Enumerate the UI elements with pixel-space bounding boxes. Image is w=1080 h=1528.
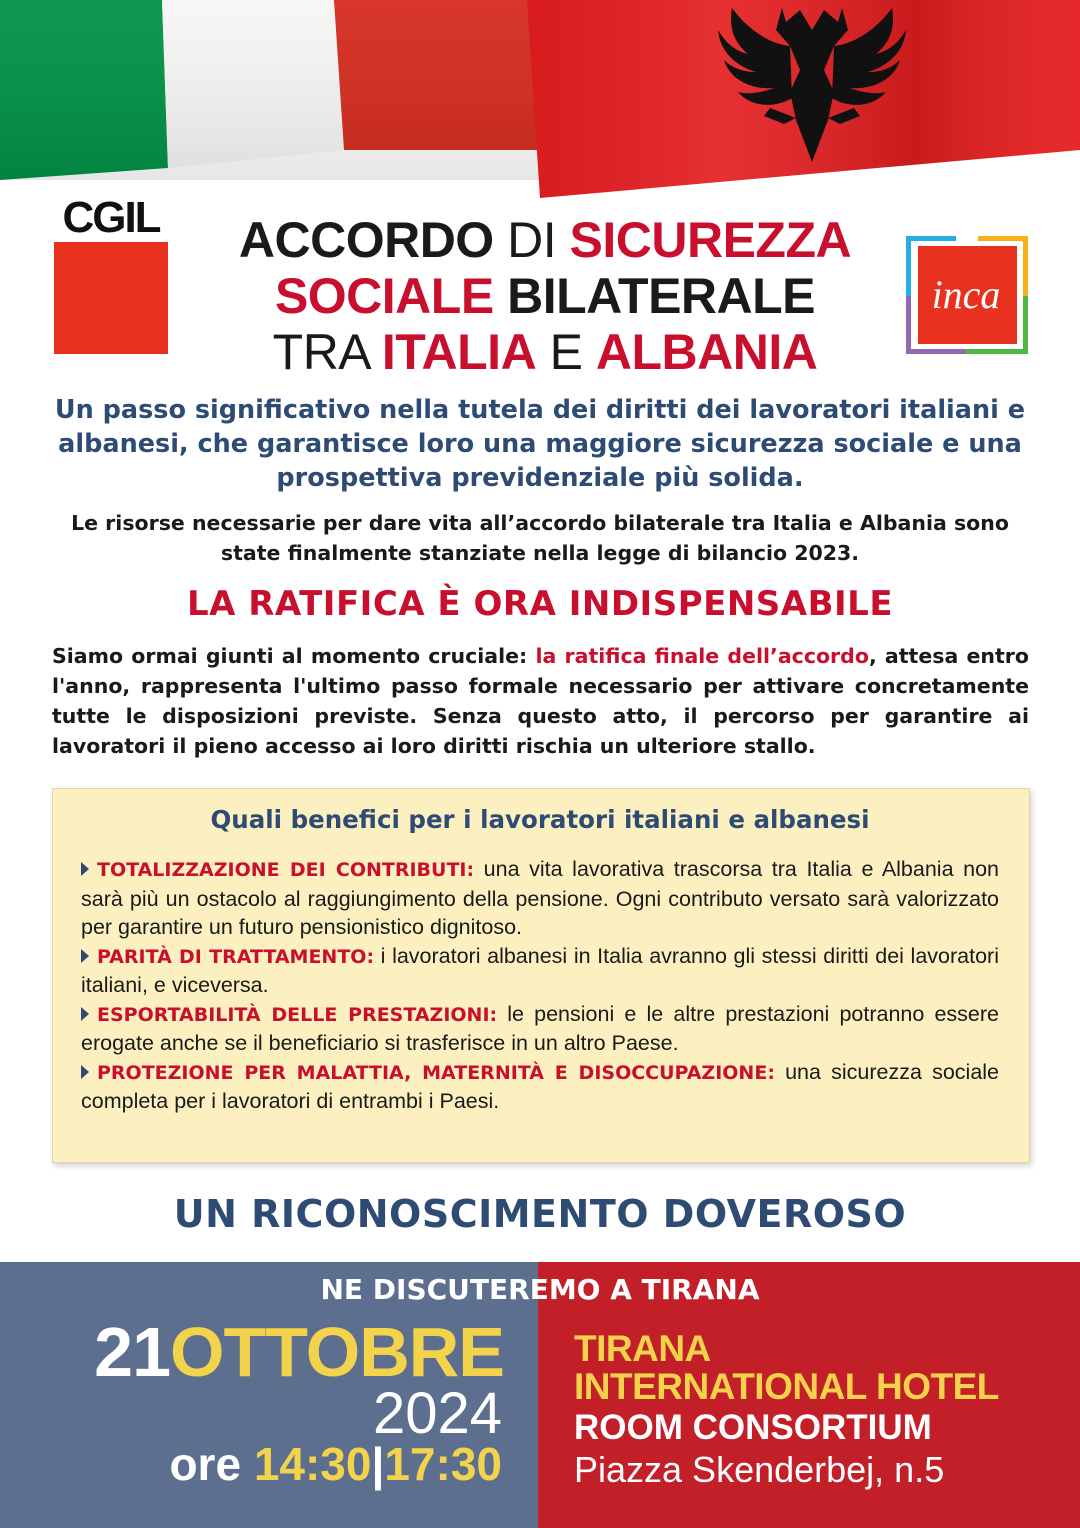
benefits-box [52,788,1030,1163]
benefit-text: le pensioni e le altre prestazioni potranno essere erogate anche se il beneficiario si trasferisce in un altro Paese. [81,1001,999,1055]
event-month: OTTOBRE [170,1313,504,1391]
time-start: 14:30 [253,1438,372,1490]
flags-banner [0,0,1080,200]
title-word: SOCIALE [274,268,494,324]
title-word: SICUREZZA [569,212,852,268]
event-date [0,1313,504,1391]
bullet-icon [81,949,89,963]
ratifica-paragraph [52,641,1029,761]
title-word: BILATERALE [507,268,816,324]
venue-address: Piazza Skenderbej, n.5 [574,1449,945,1490]
benefit-heading: TOTALIZZAZIONE DEI CONTRIBUTI: [97,859,475,881]
benefit-text: i lavoratori albanesi in Italia avranno gli stessi diritti dei lavoratori italiani, e viceversa. [81,943,999,997]
inca-logo-text: inca [931,272,1001,317]
event-year: 2024 [372,1381,502,1446]
italy-albania-flags-image [0,0,1080,200]
bullet-icon [81,1065,89,1079]
event-venue [574,1330,1064,1492]
title-word: TRA [272,324,369,380]
benefits-title: Quali benefici per i lavoratori italiani e albanesi [210,805,870,834]
venue-room: ROOM CONSORTIUM [574,1408,932,1447]
time-label: ore [169,1438,242,1490]
cgil-logo-text: CGIL [62,193,160,242]
benefit-text: una sicurezza sociale completa per i lavoratori di entrambi i Paesi. [81,1059,1000,1113]
title-word: DI [507,212,557,268]
closing-heading: UN RICONOSCIMENTO DOVEROSO [173,1192,907,1236]
title-word: ACCORDO [238,212,494,268]
paragraph-highlight: la ratifica finale dell’accordo [535,644,869,668]
time-separator: | [371,1438,385,1490]
intro-lead: Un passo significativo nella tutela dei diritti dei lavoratori italiani e albanesi, che garantisce loro una maggiore sicurezza sociale e una prospettiva previdenziale più solida. [54,395,1026,493]
cgil-logo [54,193,168,356]
event-time [0,1436,502,1492]
page-title [180,212,910,380]
intro-note: Le risorse necessarie per dare vita all’accordo bilaterale tra Italia e Albania sono state finalmente stanziate nella legge di bilancio 2023. [71,511,1009,565]
title-word: E [549,324,583,380]
cgil-logo-square [54,242,168,354]
paragraph-text: Siamo ormai giunti al momento cruciale: [52,644,536,668]
event-heading: NE DISCUTEREMO A TIRANA [320,1273,760,1306]
benefit-heading: PROTEZIONE PER MALATTIA, MATERNITÀ E DISOCCUPAZIONE: [97,1061,775,1084]
venue-city: TIRANA [574,1328,711,1369]
title-word: ALBANIA [595,324,818,380]
venue-hotel: INTERNATIONAL HOTEL [574,1366,999,1407]
ratifica-heading: LA RATIFICA È ORA INDISPENSABILE [186,584,894,624]
time-end: 17:30 [384,1438,502,1490]
bullet-icon [81,1007,89,1021]
benefit-item [81,1000,999,1058]
benefit-text: una vita lavorativa trascorsa tra Italia e Albania non sarà più un ostacolo al raggiungimento della pensione. Ogni contributo versato sarà valorizzato per garantire un futuro pensionistico dignitoso. [81,857,999,939]
benefit-item [81,1058,999,1116]
benefit-heading: ESPORTABILITÀ DELLE PRESTAZIONI: [97,1003,498,1026]
inca-logo [906,236,1028,354]
bullet-icon [81,862,89,876]
benefit-heading: PARITÀ DI TRATTAMENTO: [97,945,375,968]
benefit-item [81,942,999,1000]
title-word: ITALIA [381,324,537,380]
event-day: 21 [94,1313,171,1391]
benefit-item [81,855,999,942]
paragraph-text: , attesa entro l'anno, rappresenta l'ultimo passo formale necessario per attivare concretamente tutte le disposizioni previste. Senza questo atto, il percorso per garantire ai lavoratori il pieno accesso ai loro diritti rischia un ulteriore stallo. [52,644,1029,758]
